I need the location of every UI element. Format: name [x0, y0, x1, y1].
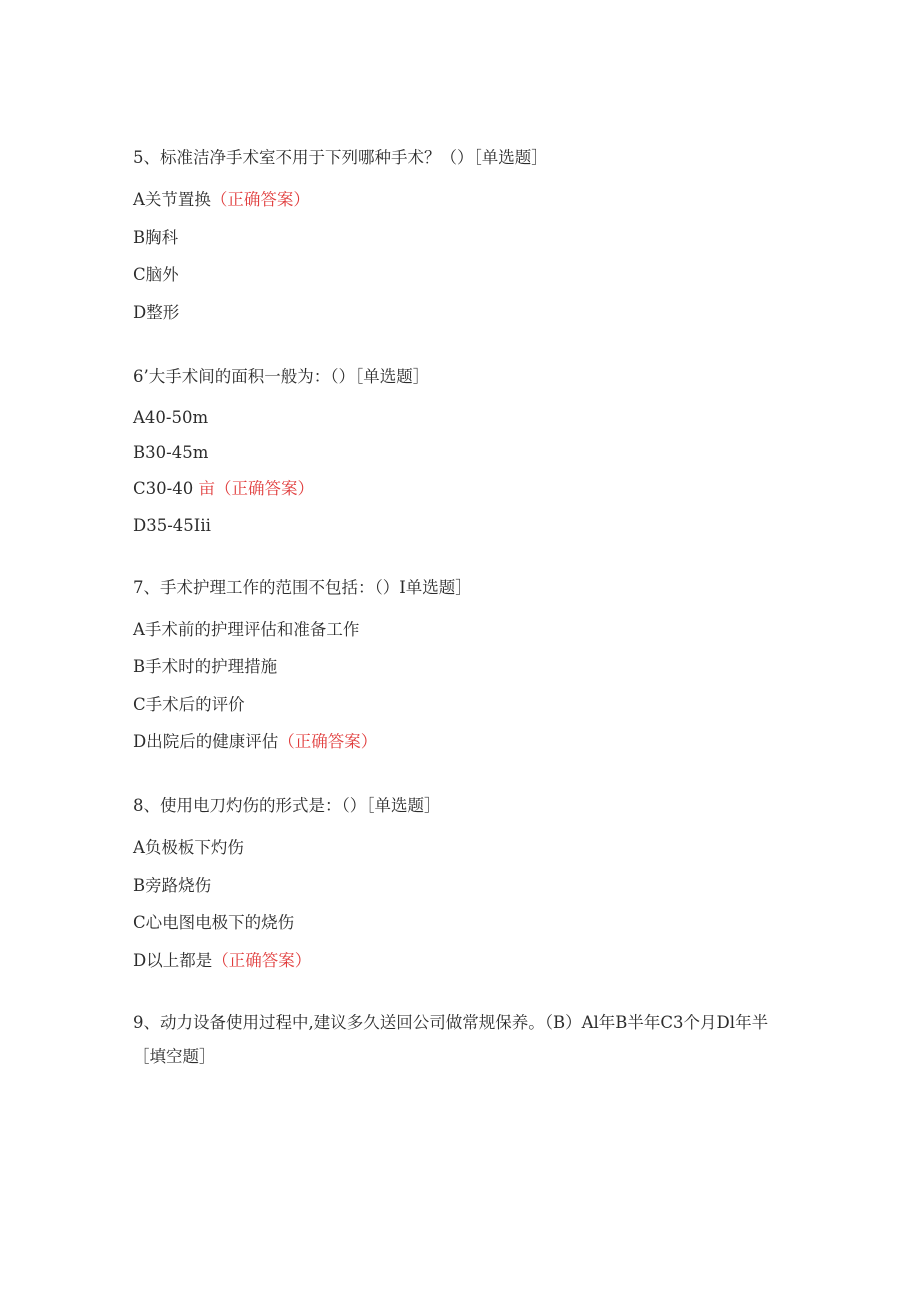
- option-text: C脑外: [133, 265, 179, 284]
- question-6-option-d: [133, 515, 211, 537]
- option-text: C30-40: [133, 479, 199, 498]
- option-text: A40-50m: [133, 408, 209, 427]
- option-text: A关节置换: [133, 190, 211, 209]
- question-8-option-a: [133, 837, 244, 859]
- option-text: C心电图电极下的烧伤: [133, 913, 295, 932]
- option-text: A负极板下灼伤: [133, 838, 244, 857]
- option-text: D整形: [133, 303, 180, 322]
- question-5-stem: 5、标准洁净手术室不用于下列哪种手术？（）［单选题］: [133, 148, 548, 167]
- option-text: B手术时的护理措施: [133, 657, 278, 676]
- option-text: B旁路烧伤: [133, 876, 212, 895]
- question-5-option-a: [133, 189, 310, 211]
- correct-answer-mark: 亩（正确答案）: [198, 479, 314, 498]
- correct-answer-mark: （正确答案）: [278, 732, 378, 751]
- question-5-option-d: [133, 302, 179, 324]
- question-6-option-c: [133, 478, 314, 500]
- question-7-option-b: [133, 656, 277, 678]
- question-5-option-c: [133, 264, 179, 286]
- question-7-option-d: [133, 731, 377, 753]
- option-text: D以上都是: [133, 951, 213, 970]
- question-7-stem: 7、手术护理工作的范围不包括：（）I单选题］: [133, 578, 472, 597]
- question-9-stem: 9、动力设备使用过程中,建议多久送回公司做常规保养。（B）Al年B半年C3个月Dl年半［填空题］: [133, 1013, 769, 1066]
- question-8-option-b: [133, 875, 211, 897]
- question-7-option-c: [133, 694, 245, 716]
- option-text: B30-45m: [133, 443, 209, 462]
- option-text: C手术后的评价: [133, 695, 245, 714]
- question-6-option-a: [133, 407, 208, 429]
- option-text: A手术前的护理评估和准备工作: [133, 620, 360, 639]
- question-5-option-b: [133, 227, 178, 249]
- correct-answer-mark: （正确答案）: [212, 951, 312, 970]
- option-text: D出院后的健康评估: [133, 732, 279, 751]
- question-6-option-b: [133, 442, 208, 464]
- question-7-option-a: [133, 619, 359, 641]
- question-8-stem: 8、使用电刀灼伤的形式是：（）［单选题］: [133, 796, 441, 815]
- correct-answer-mark: （正确答案）: [210, 190, 310, 209]
- option-text: D35-45Iii: [133, 516, 211, 535]
- question-8-option-d: [133, 950, 311, 972]
- option-text: B胸科: [133, 228, 179, 247]
- question-8-option-c: [133, 912, 294, 934]
- question-6-stem: 6’大手术间的面积一般为：（）［单选题］: [133, 367, 430, 386]
